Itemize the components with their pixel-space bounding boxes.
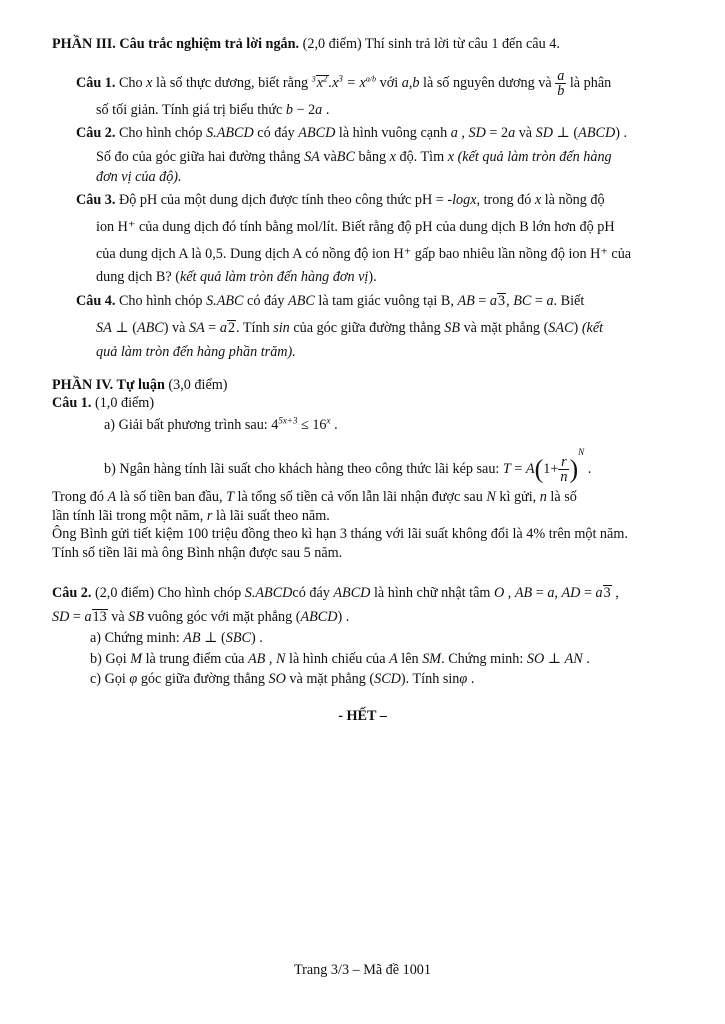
part3-heading-note: (2,0 điểm) Thí sinh trả lời từ câu 1 đến câu 4. (299, 36, 560, 52)
where-text-a: Trong đó (52, 489, 108, 505)
q1-text-line2: số tối giản. Tính giá trị biểu thức (96, 102, 286, 118)
where-text-g: là lãi suất theo năm. (212, 508, 330, 524)
q4-line2: SA ⊥ (ABC) và SA = a2. Tính sin của góc giữa đường thẳng SB và mặt phẳng (SAC) (kết (96, 320, 604, 336)
q2-label: Câu 2. (76, 125, 116, 141)
c1b-line: b) Ngân hàng tính lãi suất cho khách hàng theo công thức lãi kép sau: T = A(1+ $\frac{r}{n}$ )$^N$ . (104, 447, 592, 486)
q4-text-i: (kết (578, 320, 604, 336)
q3-line1: Câu 3. Độ pH của một dung dịch được tính theo công thức pH = -logx, trong đó x là nồng độ (76, 192, 605, 208)
where-text-c: là tổng số tiền cả vốn lẫn lãi nhận được sau (233, 489, 487, 505)
c1-label: Câu 1. (52, 395, 92, 411)
q2-text-c: là hình vuông cạnh (335, 125, 451, 141)
c2a-text: a) Chứng minh: (90, 630, 184, 646)
part4-heading-note: (3,0 điểm) (164, 377, 228, 393)
q4-text-d: . Biết (553, 293, 585, 309)
q1-text-b: là số thực dương, biết rằng (152, 74, 312, 91)
q2-text-b: có đáy (253, 125, 299, 141)
c2b-text-a: b) Gọi (90, 651, 131, 667)
where-line3: Ông Bình gửi tiết kiệm 100 triệu đồng theo kì hạn 3 tháng với lãi suất không đổi là 4% trên một năm. (52, 526, 628, 542)
c1a-line: a) Giải bất phương trình sau: $4^{5x+3} \le 16^x$ . (104, 415, 338, 433)
part4-heading-line (52, 376, 228, 394)
q1-line1: Câu 1. Cho x là số thực dương, biết rằng $^3x^2.x^3 = x^{a/b}$ với a,b là số nguyên dương và $\frac{a}{b}$ là phân (76, 68, 612, 99)
c2b-text-b: là trung điểm của (142, 651, 249, 667)
c2c-text-d: . Tính sin (405, 671, 460, 687)
q4-text-e: và (168, 320, 189, 336)
q4-label: Câu 4. (76, 293, 116, 309)
q2-line1: Câu 2. Cho hình chóp S.ABCD có đáy ABCD là hình vuông cạnh a , SD = 2a và SD ⊥ (ABCD) . (76, 125, 628, 141)
c2b-line: b) Gọi M là trung điểm của AB , N là hình chiếu của A lên SM. Chứng minh: SO ⊥ AN . (90, 651, 590, 667)
c1-note: (1,0 điểm) (91, 395, 155, 411)
q4-text-b: có đáy (243, 293, 289, 309)
q4-text-g: của góc giữa đường thẳng (289, 320, 445, 336)
q1-text-c: với (376, 74, 402, 91)
page-footer: Trang 3/3 – Mã đề 1001 (293, 962, 431, 978)
q3-text-c: là nồng độ (541, 192, 605, 208)
q2-text-h: độ. Tìm (395, 149, 448, 165)
part3-heading-line (52, 35, 560, 53)
q3-text-a: Độ pH của một dung dịch được tính theo công thức pH = - (115, 192, 453, 208)
c2-text-a: (2,0 điểm) Cho hình chóp (91, 585, 245, 601)
where-line4: Tính số tiền lãi mà ông Bình nhận được sau 5 năm. (52, 545, 343, 561)
where-line2: lần tính lãi trong một năm, r là lãi suất theo năm. (52, 508, 330, 524)
c2b-text-d: lên (397, 651, 423, 667)
q4-line3: quả làm tròn đến hàng phần trăm). (96, 344, 296, 360)
q3-label: Câu 3. (76, 192, 116, 208)
c1-heading-line (52, 394, 154, 412)
q1-line2: số tối giản. Tính giá trị biểu thức b − 2a . (96, 102, 330, 118)
c2c-line: c) Gọi φ góc giữa đường thẳng SO và mặt phẳng (SCD). Tính sinφ . (90, 671, 475, 687)
where-text-e: là số (546, 489, 577, 505)
c2-text-b: có đáy (292, 585, 334, 601)
q3-text-f: ). (368, 269, 377, 285)
c2a-line: a) Chứng minh: AB ⊥ (SBC) . (90, 630, 263, 646)
q3-text-e: kết quả làm tròn đến hàng đơn vị (179, 269, 369, 285)
c2c-text-a: c) Gọi (90, 671, 130, 687)
c1a-text: a) Giải bất phương trình sau: (104, 417, 272, 433)
part4-heading: PHẦN IV. Tự luận (52, 377, 165, 393)
q3-line3: của dung dịch A là 0,5. Dung dịch A có nồng độ ion H⁺ gấp bao nhiêu lần nồng độ ion H⁺ của (96, 246, 632, 262)
where-text-f: lần tính lãi trong một năm, (52, 508, 207, 524)
c1b-text: b) Ngân hàng tính lãi suất cho khách hàng theo công thức lãi kép sau: (104, 461, 503, 477)
q1-text-a: Cho (118, 74, 147, 91)
c2-text-d: và (107, 609, 129, 625)
q2-text-i: (kết quả làm tròn đến hàng (454, 149, 612, 165)
c2c-text-b: góc giữa đường thẳng (137, 671, 269, 687)
q2-text-g: bằng (354, 149, 390, 165)
q1-fraction: $\frac{a}{b}$ (557, 68, 565, 99)
q3-line4 (96, 268, 377, 286)
q4-text-c: là tam giác vuông tại B, (314, 293, 458, 309)
where-text-d: kì gửi, (495, 489, 540, 505)
c2c-text-c: và mặt phẳng (289, 671, 370, 687)
q4-text-h: và mặt phẳng (460, 320, 544, 336)
where-line1: Trong đó A là số tiền ban đầu, T là tổng số tiền cả vốn lẫn lãi nhận được sau N kì gửi, n là số (52, 489, 577, 505)
c2-text-c: là hình chữ nhật tâm (370, 585, 494, 601)
q2-text-e: Số đo của góc giữa hai đường thẳng (96, 149, 305, 165)
q1-root-expr: $^3x^2.x^3 = x^{a/b}$ (311, 73, 377, 91)
part3-heading: PHẦN III. Câu trắc nghiệm trả lời ngắn. (52, 36, 300, 52)
end-marker: - HẾT – (338, 708, 387, 724)
q2-text-f: và (319, 149, 337, 165)
c2-line2: SD = a13 và SB vuông góc với mặt phẳng (ABCD) . (52, 609, 350, 625)
c2b-text-c: là hình chiếu của (285, 651, 390, 667)
c2b-text-e: . Chứng minh: (441, 651, 527, 667)
q1-text-d: là số nguyên dương và (419, 74, 556, 91)
q2-line2: Số đo của góc giữa hai đường thẳng SA vàBC bằng x độ. Tìm x (kết quả làm tròn đến hàng (96, 149, 612, 165)
where-text-b: là số tiền ban đầu, (116, 489, 227, 505)
q3-text-b: , trong đó (476, 192, 535, 208)
q4-text-f: . Tính (236, 320, 274, 336)
q2-text-d: và (515, 125, 536, 141)
c1b-fraction: $\frac{r}{n}$ (560, 454, 568, 486)
q3-text-d: dung dịch B? ( (96, 269, 180, 285)
q1-text-e: là phân (566, 74, 612, 91)
q2-line3: đơn vị của độ). (96, 169, 182, 185)
q2-text-a: Cho hình chóp (115, 125, 207, 141)
q3-line2: ion H⁺ của dung dịch đó tính bằng mol/lít. Biết rằng độ pH của dung dịch B lớn hơn độ pH (96, 219, 615, 235)
q4-text-a: Cho hình chóp (115, 293, 207, 309)
q1-label: Câu 1. (76, 74, 116, 91)
q4-line1: Câu 4. Cho hình chóp S.ABC có đáy ABC là tam giác vuông tại B, AB = a3, BC = a. Biết (76, 293, 585, 309)
c2-text-e: vuông góc với mặt phẳng (144, 609, 296, 625)
c2-label: Câu 2. (52, 585, 92, 601)
c2-line1: Câu 2. (2,0 điểm) Cho hình chóp S.ABCDcó đáy ABCD là hình chữ nhật tâm O , AB = a, AD = a3 , (52, 585, 619, 601)
